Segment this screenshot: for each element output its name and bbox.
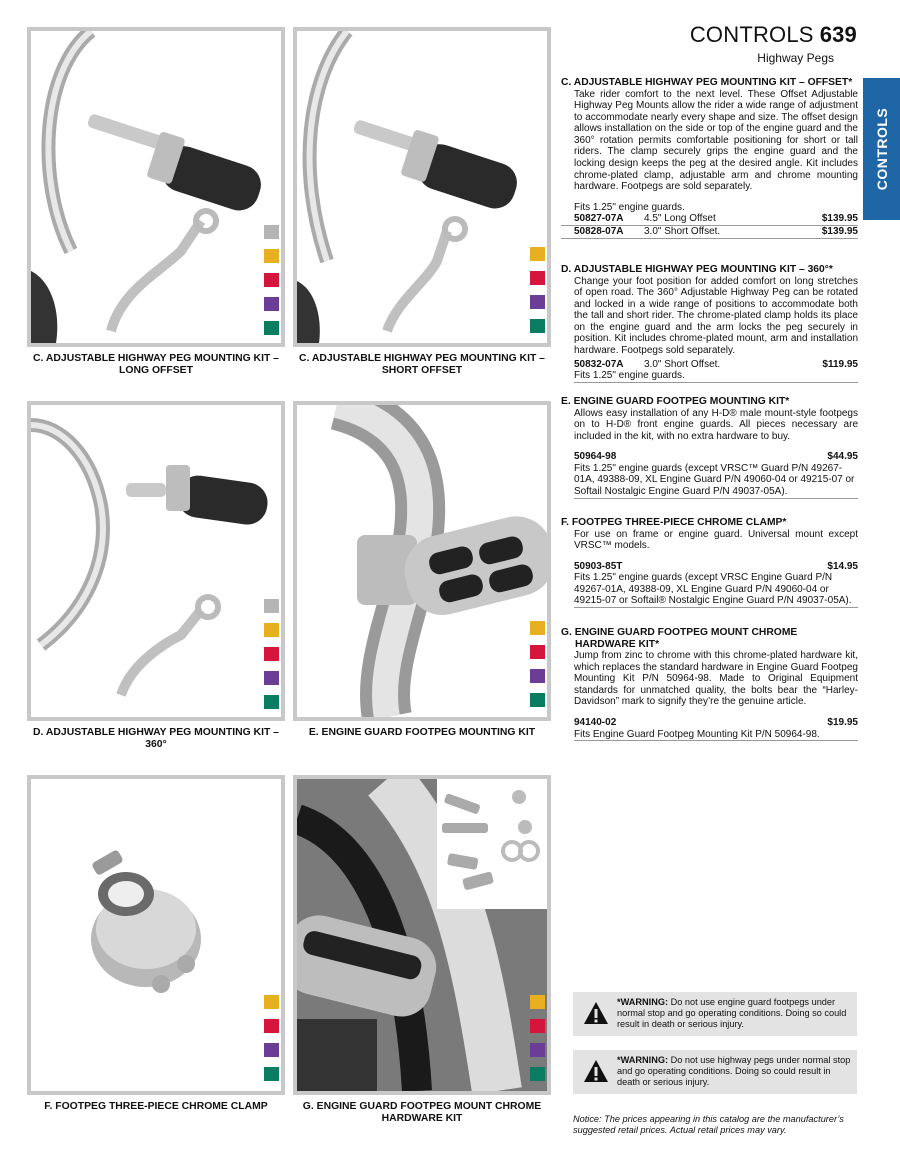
part-number: 94140-02	[574, 716, 617, 728]
warning-icon	[583, 1059, 609, 1083]
caption-e: E. ENGINE GUARD FOOTPEG MOUNTING KIT	[308, 727, 536, 738]
section-d-fits: Fits 1.25" engine guards.	[574, 370, 858, 383]
swatch-purple	[530, 1043, 545, 1057]
part-price: $139.95	[821, 226, 858, 238]
section-c-fits: Fits 1.25" engine guards.	[574, 201, 685, 213]
section-f-fits: Fits 1.25" engine guards (except VRSC Engine Guard P/N 49267-01A, 49388-09, XL Engine Guard P/N 49060-04 or 49215-07 or Softail® Nostalgic Engine Guard P/N 49037-05A).	[574, 572, 858, 608]
section-name: CONTROLS	[689, 22, 814, 47]
swatch-yellow	[530, 621, 545, 635]
swatch-green	[530, 1067, 545, 1081]
product-image-f	[31, 779, 281, 1091]
swatch-green	[264, 1067, 279, 1081]
caption-d: D. ADJUSTABLE HIGHWAY PEG MOUNTING KIT – 360°	[33, 727, 279, 750]
product-image-c-long	[31, 31, 281, 343]
section-e	[561, 396, 858, 499]
photo-c-long-offset	[27, 27, 285, 347]
photo-c-short-offset	[293, 27, 551, 347]
warning-text	[617, 1055, 853, 1088]
section-e-body: Allows easy installation of any H-D® male mount-style footpegs on to H-D® front engine guards. All pieces necessary are included in the kit, with no extra hardware to buy.	[574, 407, 858, 442]
part-number: 50832-07A	[574, 358, 624, 370]
part-number: 50828-07A	[574, 226, 624, 238]
color-swatches	[264, 225, 279, 345]
part-number: 50827-07A	[574, 213, 624, 225]
section-c	[561, 77, 858, 239]
swatch-yellow	[264, 995, 279, 1009]
swatch-purple	[530, 295, 545, 309]
part-description	[644, 451, 827, 463]
swatch-yellow	[530, 995, 545, 1009]
color-swatches	[530, 995, 545, 1091]
product-image-c-short	[297, 31, 547, 343]
section-d	[561, 264, 858, 383]
part-price: $119.95	[822, 358, 858, 370]
section-c-body: Take rider comfort to the next level. These Offset Adjustable Highway Peg Mounts allow the rider a wide range of adjustment to accommodate nearly every shape and size. The offset design allows installation on the side or top of the engine guard and the 360° rotation permits comfortable positioning for short or tall riders. The clamp securely grips the engine guard and the locking design keeps the peg at the desired angle. Kit includes chrome-plated clamp, adjustable arm and chrome mounting hardware. Footpegs are sold separately.	[574, 88, 858, 193]
swatch-green	[530, 319, 545, 333]
part-row	[561, 226, 858, 239]
color-swatches	[530, 247, 545, 343]
swatch-red	[530, 271, 545, 285]
section-g	[561, 627, 858, 741]
swatch-red	[264, 647, 279, 661]
section-d-title: D. ADJUSTABLE HIGHWAY PEG MOUNTING KIT – 360°*	[561, 264, 833, 275]
section-d-body: Change your foot position for added comfort on long stretches of open road. The 360° Adjustable Highway Peg can be rotated and locked in a wide range of positions to accommodate both the tall and short rider. The chrome-plated clamp holds its place on the engine guard and the arm locks the peg securely in position. Kit includes chrome-plated mount, arm and installation hardware. Footpegs sold separately.	[574, 275, 858, 357]
page-subtitle: Highway Pegs	[757, 51, 834, 65]
part-row	[561, 213, 858, 226]
part-description	[644, 561, 827, 573]
part-row	[561, 561, 858, 573]
swatch-green	[264, 695, 279, 709]
swatch-purple	[264, 1043, 279, 1057]
color-swatches	[530, 621, 545, 717]
caption-c-long: C. ADJUSTABLE HIGHWAY PEG MOUNTING KIT – LONG OFFSET	[33, 353, 279, 376]
part-description	[644, 717, 827, 729]
swatch-red	[264, 273, 279, 287]
warning-message: Do not use engine guard footpegs under normal stop and go operating conditions. Doing so could result in death or serious injury.	[617, 997, 847, 1029]
part-number: 50903-85T	[574, 560, 623, 572]
swatch-yellow	[264, 623, 279, 637]
price-notice: Notice: The prices appearing in this catalog are the manufacturer’s suggested retail prices. Actual retail prices may vary.	[573, 1114, 844, 1135]
caption-g: G. ENGINE GUARD FOOTPEG MOUNT CHROME HARDWARE KIT	[302, 1101, 542, 1124]
photo-g-hardware	[293, 775, 551, 1095]
part-price: $19.95	[827, 716, 858, 728]
color-swatches	[264, 599, 279, 719]
photo-d-360	[27, 401, 285, 721]
product-image-e	[297, 405, 547, 717]
caption-c-short: C. ADJUSTABLE HIGHWAY PEG MOUNTING KIT – SHORT OFFSET	[299, 353, 545, 376]
section-tab[interactable]	[863, 78, 900, 220]
part-row	[561, 451, 858, 463]
swatch-yellow	[264, 249, 279, 263]
warning-text	[617, 997, 853, 1030]
color-swatches	[264, 995, 279, 1091]
section-f	[561, 517, 858, 608]
swatch-red	[264, 1019, 279, 1033]
warning-label: *WARNING:	[617, 1055, 669, 1065]
swatch-green	[264, 321, 279, 335]
caption-f: F. FOOTPEG THREE-PIECE CHROME CLAMP	[44, 1101, 268, 1112]
part-description: 4.5" Long Offset	[644, 213, 716, 225]
part-price: $14.95	[827, 560, 858, 572]
warning-box	[573, 992, 857, 1036]
swatch-silver	[264, 599, 279, 613]
swatch-green	[530, 693, 545, 707]
photo-e-footpeg-mount	[293, 401, 551, 721]
swatch-silver	[264, 225, 279, 239]
warning-message: Do not use highway pegs under normal stop and go operating conditions. Doing so could result in death or serious injury.	[617, 1055, 851, 1087]
swatch-purple	[264, 671, 279, 685]
photo-f-clamp	[27, 775, 285, 1095]
warning-label: *WARNING:	[617, 997, 669, 1007]
warning-icon	[583, 1001, 609, 1025]
product-image-g	[297, 779, 547, 1091]
section-g-body: Jump from zinc to chrome with this chrome-plated hardware kit, which replaces the standard hardware in Engine Guard Footpeg Mounting Kit P/N 50964-98. Made to Original Equipment standards for unmatched quality, the bolts bear the “Harley-Davidson” mark to signify they’re the genuine article.	[574, 650, 858, 708]
part-description: 3.0" Short Offset.	[644, 358, 721, 370]
part-number: 50964-98	[574, 451, 617, 463]
swatch-red	[530, 1019, 545, 1033]
part-description: 3.0" Short Offset.	[644, 226, 721, 238]
swatch-purple	[530, 669, 545, 683]
page-number: 639	[819, 22, 857, 47]
page-title	[690, 22, 857, 48]
section-g-fits: Fits Engine Guard Footpeg Mounting Kit P/N 50964-98.	[574, 729, 858, 742]
part-price: $44.95	[827, 451, 858, 463]
section-e-title: E. ENGINE GUARD FOOTPEG MOUNTING KIT*	[561, 396, 790, 407]
swatch-yellow	[530, 247, 545, 261]
section-f-title: F. FOOTPEG THREE-PIECE CHROME CLAMP*	[561, 517, 787, 528]
warning-box	[573, 1050, 857, 1094]
part-price: $139.95	[821, 213, 858, 225]
section-f-body: For use on frame or engine guard. Universal mount except VRSC™ models.	[574, 528, 858, 552]
part-row	[561, 717, 858, 729]
swatch-purple	[264, 297, 279, 311]
section-tab-label: CONTROLS	[873, 107, 890, 191]
section-e-fits: Fits 1.25" engine guards (except VRSC™ Guard P/N 49267-01A, 49388-09, XL Engine Guard P/N 49060-04 or 49215-07 or Softail Nostalgic Engine Guard P/N 49037-05A).	[574, 463, 858, 499]
part-row	[561, 359, 858, 371]
section-g-title: G. ENGINE GUARD FOOTPEG MOUNT CHROME HARDWARE KIT*	[561, 627, 798, 650]
section-c-title: C. ADJUSTABLE HIGHWAY PEG MOUNTING KIT – OFFSET*	[561, 77, 853, 88]
swatch-red	[530, 645, 545, 659]
product-image-d	[31, 405, 281, 717]
